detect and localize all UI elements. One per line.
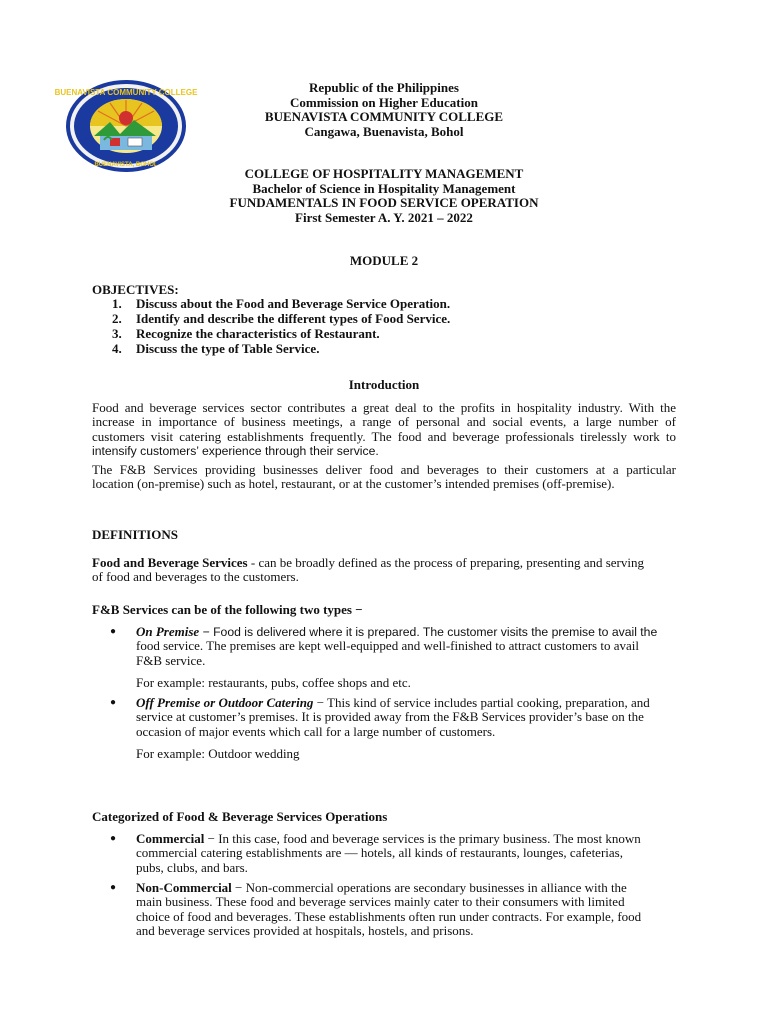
- objective-item: [112, 297, 450, 312]
- bullet-text: choice of food and beverages. These establishments often run under contracts. For example, food: [136, 908, 642, 924]
- bullet-term: On Premise: [136, 624, 200, 639]
- bullet-icon: ●: [110, 833, 117, 844]
- bullet-term: Non-Commercial: [136, 880, 232, 895]
- objectives-heading: OBJECTIVES:: [92, 282, 179, 297]
- header-line: BUENAVISTA COMMUNITY COLLEGE: [264, 109, 504, 124]
- bullet-icon: ●: [110, 697, 117, 708]
- bullet-text: and beverage services provided at hospitals, hostels, and prisons.: [136, 922, 474, 938]
- bullet-text: service at customer’s premises. It is provided away from the F&B Services provider’s base on the: [136, 709, 644, 725]
- objective-text: Recognize the characteristics of Restaurant.: [136, 326, 380, 341]
- definitions-heading: DEFINITIONS: [92, 527, 178, 542]
- bullet-text: food service. The premises are kept well-equipped and well-finished to attract customers to avail: [136, 638, 639, 654]
- definition-text: - can be broadly defined as the process of preparing, presenting and serving: [247, 555, 644, 570]
- bullet-text: main business. These food and beverage services mainly cater to their consumers with limited: [136, 894, 625, 910]
- header-line: Republic of the Philippines: [309, 80, 459, 95]
- bullet-text: pubs, clubs, and bars.: [136, 859, 248, 875]
- paragraph-line: intensify customers’ experience through their service.: [92, 443, 379, 458]
- header-line: First Semester A. Y. 2021 – 2022: [295, 209, 473, 225]
- bullet-on-premise: [110, 624, 679, 690]
- definition-term: Food and Beverage Services: [92, 555, 248, 570]
- bullet-text: − Non-commercial operations are secondary businesses in alliance with the: [231, 880, 627, 895]
- paragraph-line: Food and beverage services sector contributes a great deal to the profits in hospitality industry. With the: [92, 400, 676, 415]
- objective-item: [112, 312, 450, 327]
- bullet-example: For example: Outdoor wedding: [136, 745, 300, 761]
- header-line: Cangawa, Buenavista, Bohol: [304, 123, 464, 139]
- objectives-list: [112, 297, 450, 357]
- objective-number: 3.: [112, 326, 122, 341]
- bullet-text: − Food is delivered where it is prepared. The customer visits the premise to avail the: [199, 625, 658, 639]
- objective-number: 4.: [112, 341, 122, 356]
- bullet-non-commercial: [110, 880, 679, 938]
- categories-heading: Categorized of Food & Beverage Services Operations: [92, 809, 388, 824]
- header-line: Commission on Higher Education: [290, 94, 478, 110]
- bullet-off-premise: [110, 695, 679, 761]
- objective-text: Identify and describe the different types of Food Service.: [136, 311, 451, 326]
- course-header: [0, 167, 768, 225]
- objective-item: [112, 327, 450, 342]
- header-line: COLLEGE OF HOSPITALITY MANAGEMENT: [244, 166, 524, 181]
- paragraph-line: The F&B Services providing businesses deliver food and beverages to their customers at a particular: [92, 462, 676, 477]
- bullet-text: occasion of major events which call for a large number of customers.: [136, 723, 496, 739]
- bullet-example: For example: restaurants, pubs, coffee shops and etc.: [136, 674, 411, 690]
- objective-item: [112, 342, 450, 357]
- bullet-text: commercial catering establishments are — hotels, all kinds of restaurants, lounges, cafeterias,: [136, 845, 623, 861]
- introduction-heading: Introduction: [348, 377, 420, 392]
- objective-number: 1.: [112, 296, 122, 311]
- seal-text-bottom: BUENAVISTA, BOHOL: [94, 162, 158, 168]
- bullet-text: F&B service.: [136, 652, 206, 668]
- definition-fbs: [92, 556, 676, 585]
- paragraph-line: increase in importance of business meetings, a range of personal and social events, a large number of: [92, 414, 676, 430]
- bullet-icon: ●: [110, 626, 117, 637]
- paragraph-line: location (on-premise) such as hotel, restaurant, or at the customer’s intended premises (off-premise).: [92, 476, 615, 492]
- bullet-term: Off Premise or Outdoor Catering: [136, 695, 314, 710]
- objective-text: Discuss the type of Table Service.: [136, 341, 320, 356]
- introduction-paragraph-2: [92, 463, 676, 492]
- paragraph-line: customers visit catering establishments frequently. The food and beverage professionals tirelessly work to: [92, 428, 676, 444]
- objective-text: Discuss about the Food and Beverage Service Operation.: [136, 296, 451, 311]
- bullet-text: − This kind of service includes partial cooking, preparation, and: [313, 695, 650, 710]
- header-line: FUNDAMENTALS IN FOOD SERVICE OPERATION: [229, 195, 539, 210]
- module-title: MODULE 2: [349, 253, 419, 268]
- fb-types-heading: F&B Services can be of the following two types −: [92, 602, 363, 617]
- definition-text: of food and beverages to the customers.: [92, 569, 299, 585]
- institution-header: [0, 81, 768, 139]
- introduction-paragraph-1: [92, 401, 676, 458]
- bullet-text: − In this case, food and beverage services is the primary business. The most known: [204, 831, 641, 846]
- bullet-term: Commercial: [136, 831, 205, 846]
- objective-number: 2.: [112, 311, 122, 326]
- bullet-icon: ●: [110, 882, 117, 893]
- bullet-commercial: [110, 831, 679, 875]
- seal-text-top: BUENAVISTA COMMUNITY COLLEGE: [54, 88, 198, 97]
- header-line: Bachelor of Science in Hospitality Management: [252, 180, 516, 196]
